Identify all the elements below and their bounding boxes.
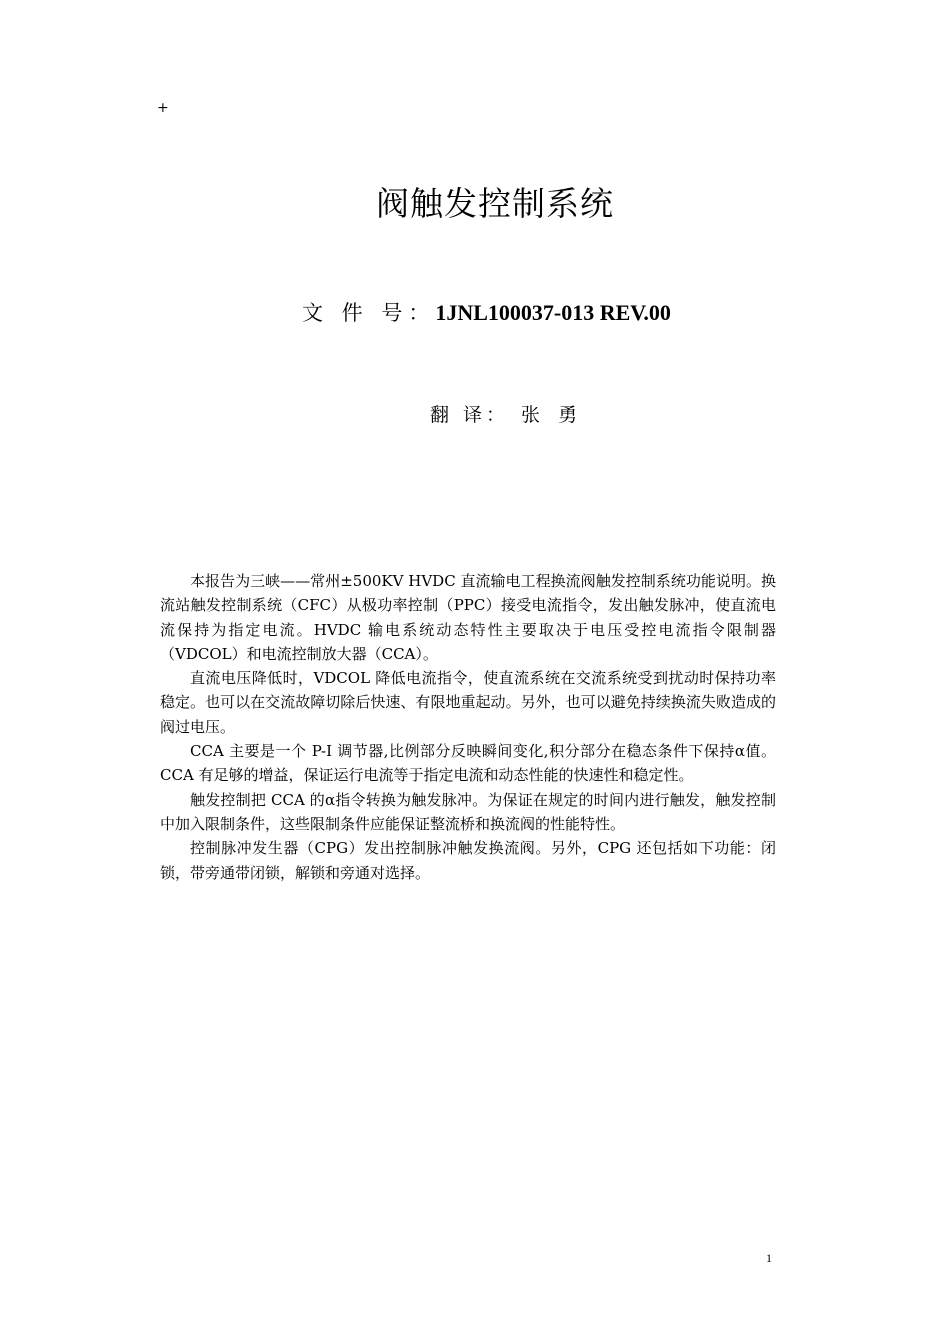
translator-line — [430, 401, 583, 429]
paragraph-vdcol: 直流电压降低时，VDCOL 降低电流指令，使直流系统在交流系统受到扰动时保持功率稳定。也可以在交流故障切除后快速、有限地重起动。另外，也可以避免持续换流失败造成的阀过电压。 — [160, 669, 776, 736]
paragraph-intro: 本报告为三峡——常州±500KV HVDC 直流输电工程换流阀触发控制系统功能说明。换流站触发控制系统（CFC）从极功率控制（PPC）接受电流指令，发出触发脉冲，使直流电流保持为指定电流。HVDC 输电系统动态特性主要取决于电压受控电流指令限制器（VDCOL）和电流控制放大器（CCA）。 — [160, 572, 776, 663]
translator-label: 翻 译： — [430, 404, 510, 426]
paragraph-cpg: 控制脉冲发生器（CPG）发出控制脉冲触发换流阀。另外，CPG 还包括如下功能：闭锁，带旁通带闭锁，解锁和旁通对选择。 — [160, 839, 776, 882]
translator-name: 张 勇 — [521, 404, 584, 426]
plus-mark: + — [157, 100, 169, 116]
page-number: 1 — [766, 1251, 772, 1265]
document-title: 阀触发控制系统 — [376, 184, 614, 223]
body-text — [160, 569, 776, 885]
document-number-value: 1JNL100037-013 REV.00 — [435, 300, 671, 325]
paragraph-firing-control: 触发控制把 CCA 的α指令转换为触发脉冲。为保证在规定的时间内进行触发，触发控制中加入限制条件，这些限制条件应能保证整流桥和换流阀的性能特性。 — [160, 790, 776, 833]
paragraph-cca: CCA 主要是一个 P-I 调节器,比例部分反映瞬间变化,积分部分在稳态条件下保持α值。CCA 有足够的增益，保证运行电流等于指定电流和动态性能的快速性和稳定性。 — [160, 742, 776, 785]
document-number-line — [302, 298, 671, 328]
document-number-label: 文 件 号： — [302, 301, 436, 325]
